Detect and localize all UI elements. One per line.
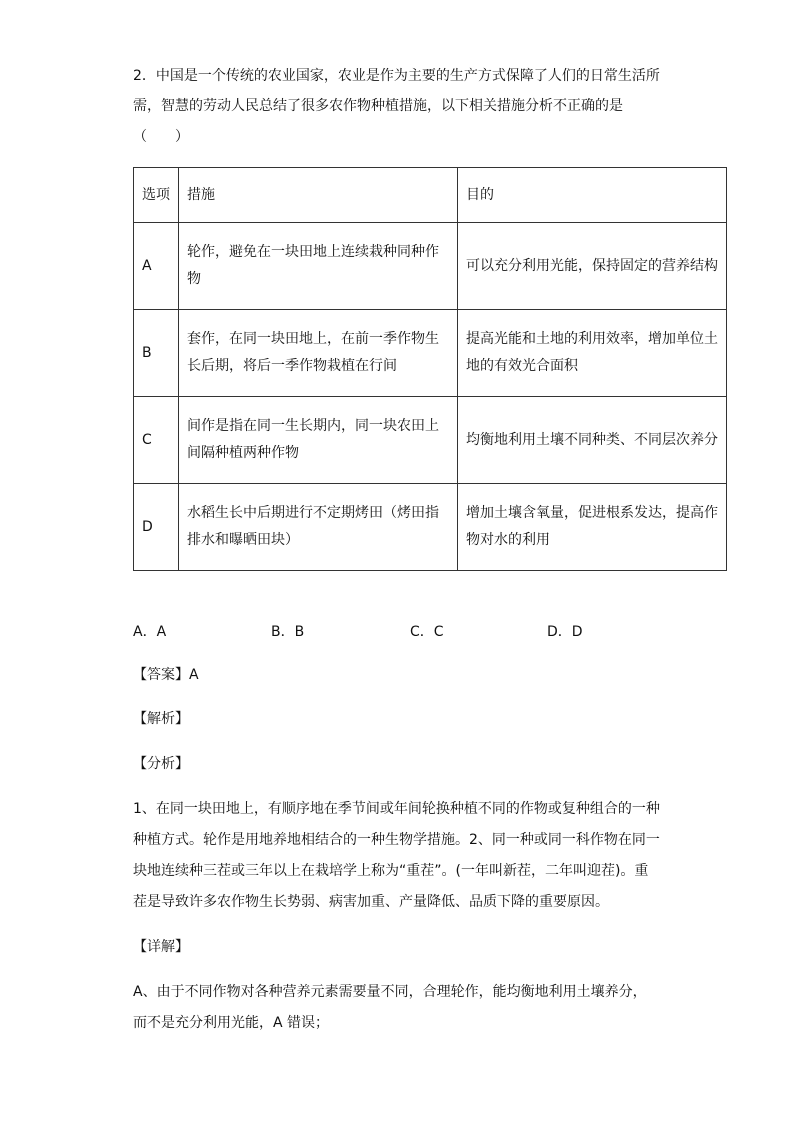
table-row	[134, 397, 727, 484]
measures-table	[133, 167, 727, 571]
fenxi-line-1: 1、在同一块田地上，有顺序地在季节间或年间轮换种植不同的作物或复种组合的一种	[133, 801, 660, 817]
row-measure: 水稻生长中后期进行不定期烤田（烤田指排水和曝晒田块）	[179, 484, 458, 571]
question-line-1: 2．中国是一个传统的农业国家，农业是作为主要的生产方式保障了人们的日常生活所	[133, 68, 660, 84]
question-line-2: 需，智慧的劳动人民总结了很多农作物种植措施，以下相关措施分析不正确的是	[133, 98, 623, 114]
row-option: C	[134, 397, 179, 484]
table-row	[134, 223, 727, 310]
answer-line: 【答案】A	[133, 667, 199, 683]
choice-a: A．A	[133, 624, 167, 640]
row-purpose: 增加土壤含氧量，促进根系发达，提高作物对水的利用	[458, 484, 727, 571]
table-header-row	[134, 168, 727, 223]
table-row	[134, 484, 727, 571]
table-row	[134, 310, 727, 397]
detail-heading: 【详解】	[133, 939, 189, 955]
fenxi-line-4: 茬是导致许多农作物生长势弱、病害加重、产量降低、品质下降的重要原因。	[133, 894, 609, 910]
row-measure: 套作，在同一块田地上，在前一季作物生长后期，将后一季作物栽植在行间	[179, 310, 458, 397]
row-measure: 轮作，避免在一块田地上连续栽种同种作物	[179, 223, 458, 310]
row-option: D	[134, 484, 179, 571]
detail-line-1: A、由于不同作物对各种营养元素需要量不同，合理轮作，能均衡地利用土壤养分，	[133, 984, 647, 1000]
header-measure: 措施	[179, 168, 458, 223]
fenxi-line-2: 种植方式。轮作是用地养地相结合的一种生物学措施。2、同一种或同一科作物在同一	[133, 832, 660, 848]
choice-d: D．D	[547, 624, 583, 640]
analysis-heading: 【解析】	[133, 711, 189, 727]
row-purpose: 可以充分利用光能，保持固定的营养结构	[458, 223, 727, 310]
header-option: 选项	[134, 168, 179, 223]
row-option: A	[134, 223, 179, 310]
choice-c: C．C	[410, 624, 444, 640]
detail-line-2: 而不是充分利用光能，A 错误；	[133, 1015, 330, 1031]
choice-b: B．B	[271, 624, 305, 640]
row-option: B	[134, 310, 179, 397]
fenxi-heading: 【分析】	[133, 756, 189, 772]
question-line-3: （ ）	[133, 129, 189, 145]
row-measure: 间作是指在同一生长期内，同一块农田上间隔种植两种作物	[179, 397, 458, 484]
row-purpose: 均衡地利用土壤不同种类、不同层次养分	[458, 397, 727, 484]
row-purpose: 提高光能和土地的利用效率，增加单位土地的有效光合面积	[458, 310, 727, 397]
fenxi-line-3: 块地连续种三茬或三年以上在栽培学上称为“重茬”。(一年叫新茬，二年叫迎茬)。重	[133, 863, 649, 879]
header-purpose: 目的	[458, 168, 727, 223]
